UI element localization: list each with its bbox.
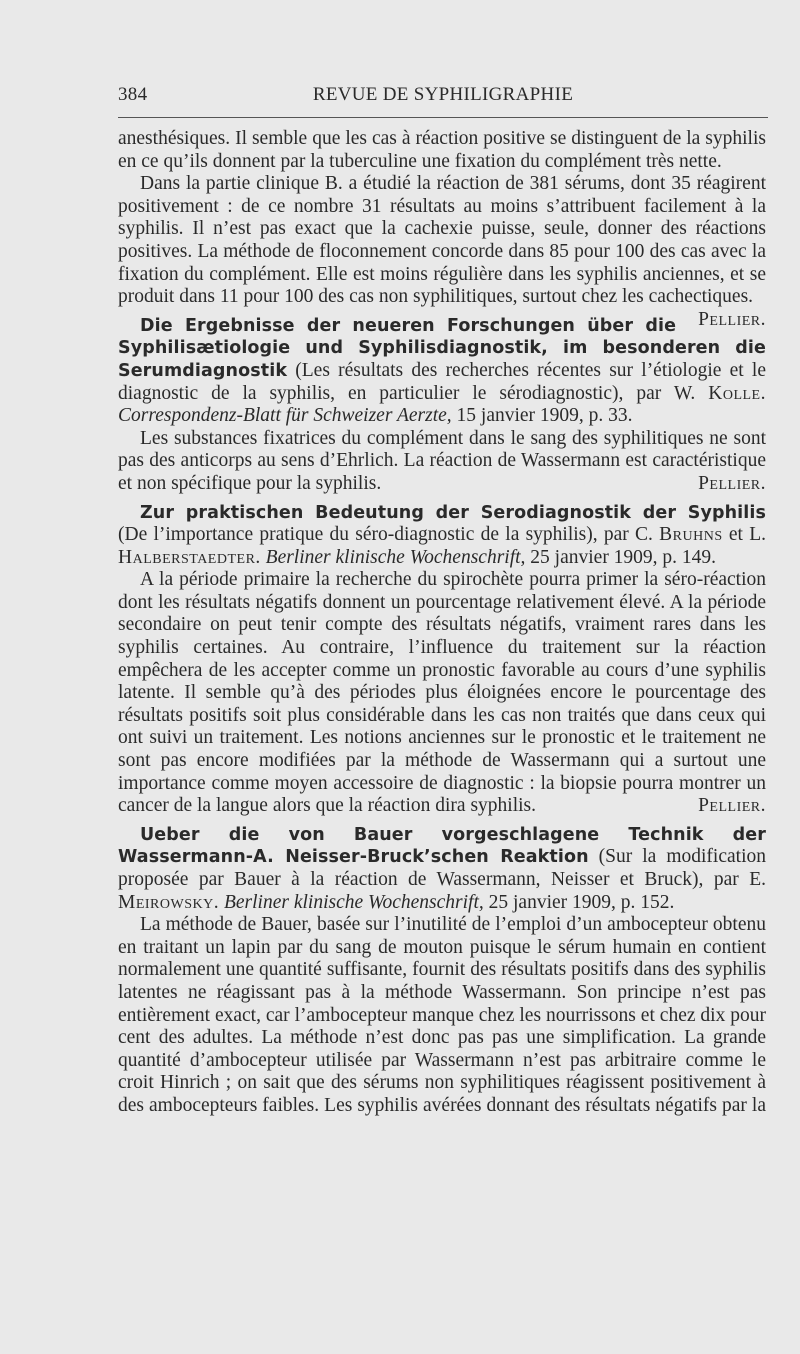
- page-number: 384: [118, 84, 148, 105]
- review-entry-meirowsky: [118, 824, 766, 914]
- paragraph-summary: A la période primaire la recherche du spirochète pourra primer la séro-réaction dont les résultats négatifs donnent un pourcentage relativement élevé. A la période secondaire on peut tenir compte des résultats négatifs, vraiment rares dans les syphilis certaines. Au contraire, l’influence du traitement sur la réaction empêchera de les accepter comme un pronostic favorable au cours d’une syphilis latente. Il semble qu’à des périodes plus éloignées encore le pourcentage des résultats positifs soit plus considérable dans les cas non traités que dans ceux qui ont suivi un traitement. Les notions anciennes sur le pronostic et le traitement ne sont pas encore modifiées par la méthode de Wassermann qui a surtout une importance comme moyen accessoire de diagnostic : la biopsie pourra montrer un cancer de la langue alors que la réaction dira syphilis. Pellier.: [118, 569, 766, 817]
- entry-author: Bruhns: [659, 524, 723, 546]
- entry-title: Ueber die von Bauer vorgeschlagene Technik der Wassermann-A. Neisser-Bruck’schen Reaktion: [118, 824, 766, 868]
- entry-author: Halberstaedter.: [118, 546, 261, 568]
- entry-title: Die Ergebnisse der neueren Forschungen über die Syphilisætiologie und Syphilisdiagnostik, im besonderen die Serumdiagnostik: [118, 315, 766, 381]
- entry-date: 15 janvier 1909, p. 33.: [456, 405, 633, 427]
- signature: Pellier.: [698, 472, 766, 494]
- entry-subtitle: (Les résultats des recherches récentes sur l’étiologie et le diagnostic de la syphilis, en particulier le sérodiagnostic), par: [118, 359, 766, 404]
- entry-title: Zur praktischen Bedeutung der Serodiagnostik der Syphilis: [140, 502, 766, 523]
- entry-journal: Berliner klinische Wochenschrift,: [265, 546, 526, 568]
- signature: Pellier.: [698, 308, 766, 330]
- paragraph-summary: La méthode de Bauer, basée sur l’inutilité de l’emploi d’un ambocepteur obtenu en traitant un lapin par du sang de mouton puisque le sérum humain en contient normalement une quantité suffisante, fournit des résultats positifs dans des syphilis latentes ne réagissant pas à la méthode Wassermann. Son principe n’est pas entièrement exact, car l’ambocepteur manque chez les nourrissons et chez dix pour cent des adultes. La méthode n’est donc pas pas une simplification. La grande quantité d’ambocepteur utilisée par Wassermann n’est pas arbitraire comme le croit Hinrich ; on sait que des sérums non syphilitiques réagissent positivement à des ambocepteurs faibles. Les syphilis avérées donnant des résultats négatifs par la: [118, 914, 766, 1116]
- entry-subtitle: (De l’importance pratique du séro-diagnostic de la syphilis), par C.: [118, 524, 653, 546]
- entry-subtitle: (Sur la modification proposée par Bauer à la réaction de Wassermann, Neisser et Bruck), par E.: [118, 846, 766, 890]
- review-entry-kolle: Die Ergebnisse der neueren Forschungen über die Syphilisætiologie und Syphilisdiagnostik, im besonderen die Serumdiagnostik (Les résultats des recherches récentes sur l’étiologie et le diagnostic de la syphilis, en particulier le sérodiagnostic), par W. Kolle. Correspondenz-Blatt für Schweizer Aerzte, 15 janvier 1909, p. 33.: [118, 315, 766, 427]
- entry-journal: Correspondenz-Blatt für Schweizer Aerzte,: [118, 405, 452, 427]
- running-title: REVUE DE SYPHILIGRAPHIE: [312, 84, 574, 105]
- signature: Pellier.: [698, 795, 766, 817]
- paragraph-continuation: anesthésiques. Il semble que les cas à réaction positive se distinguent de la syphilis en ce qu’ils donnent par la tuberculine une fixation du complément très nette.: [118, 128, 766, 172]
- page-header: [118, 84, 768, 108]
- paragraph-clinical: Dans la partie clinique B. a étudié la réaction de 381 sérums, dont 35 réagirent positivement : de ce nombre 31 résultats au moins s’attribuent facilement à la syphilis. Il n’est pas exact que la cachexie puisse, seule, donner des réactions positives. La méthode de floconnement concorde dans 85 pour 100 des cas avec la fixation du complément. Elle est moins régulière dans les syphilis anciennes, et se produit dans 11 pour 100 des cas non syphilitiques, surtout chez les cachectiques. Pellier.: [118, 173, 766, 330]
- header-rule: [118, 117, 768, 118]
- entry-author: Kolle.: [708, 382, 766, 404]
- article-body: [118, 128, 766, 1140]
- entry-date: 25 janvier 1909, p. 149.: [530, 546, 717, 568]
- review-entry-bruhns: Zur praktischen Bedeutung der Serodiagnostik der Syphilis (De l’importance pratique du séro-diagnostic de la syphilis), par C. Bruhns et L. Halberstaedter. Berliner klinische Wochenschrift, 25 janvier 1909, p. 149.: [118, 502, 766, 568]
- paragraph-summary: Les substances fixatrices du complément dans le sang des syphilitiques ne sont pas des anticorps au sens d’Ehrlich. La réaction de Wassermann est caractéristique et non spécifique pour la syphilis. Pellier.: [118, 427, 766, 494]
- entry-journal: Berliner klinische Wochenschrift,: [223, 891, 484, 913]
- entry-date: 25 janvier 1909, p. 152.: [488, 891, 675, 913]
- entry-author: Meirowsky.: [118, 891, 220, 913]
